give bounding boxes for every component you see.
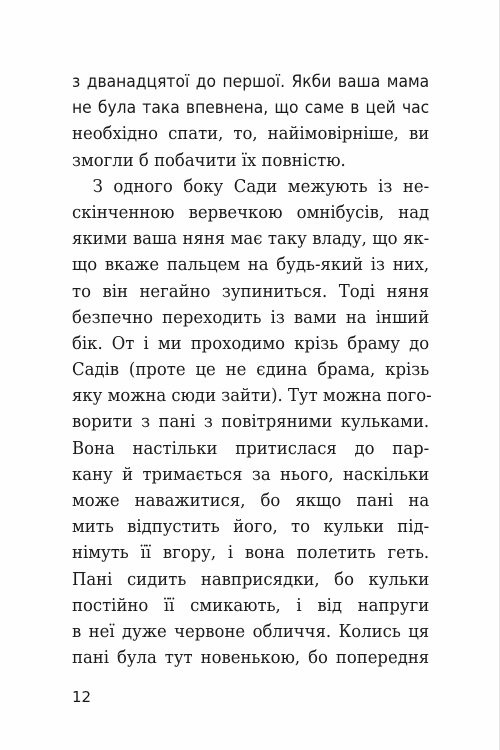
body-text (72, 69, 432, 671)
text-line: необхідно спати, то, найімовірніше, ви (72, 124, 430, 145)
text-line: не була така впевнена, що саме в цей час (72, 98, 430, 118)
text-line: якими ваша няня має таку владу, що як- (72, 229, 430, 250)
text-line: може наважитися, бо якщо пані на (72, 491, 430, 511)
text-line: ворити з пані з повітряними кульками. (72, 412, 430, 433)
text-line: змогли б побачити їх повністю. (72, 150, 346, 171)
text-line: З одного боку Сади межують із не- (92, 176, 430, 197)
text-line: то він негайно зупиниться. Тоді няня (72, 281, 430, 302)
text-line: що вкаже пальцем на будь-який із них, (72, 255, 430, 276)
text-line: Вона настільки притислася до пар- (72, 438, 430, 459)
text-line: яку можна сюди зайти). Тут можна пого- (72, 386, 432, 407)
text-line: кану й тримається за нього, наскільки (72, 464, 430, 485)
text-line: мить відпустить його, то кульки під- (72, 517, 430, 538)
page-number: 12 (72, 688, 92, 706)
text-line: скінченною вервечкою омнібусів, над (72, 202, 430, 223)
text-line: пані була тут новенькою, бо попередня (72, 648, 430, 669)
text-line: постійно її смикають, і від напруги (72, 595, 430, 616)
text-line: Садів (проте це не єдина брама, крізь (72, 360, 430, 381)
text-line: безпечно переходить із вами на інший (72, 307, 430, 328)
text-line: в неї дуже червоне обличчя. Колись ця (72, 621, 430, 642)
text-line: з дванадцятої до першої. Якби ваша мама (72, 72, 430, 91)
text-line: Пані сидить навприсядки, бо кульки (72, 569, 430, 590)
text-line: бік. От і ми проходимо крізь браму до (72, 333, 430, 354)
text-line: німуть її вгору, і вона полетить геть. (72, 543, 430, 564)
